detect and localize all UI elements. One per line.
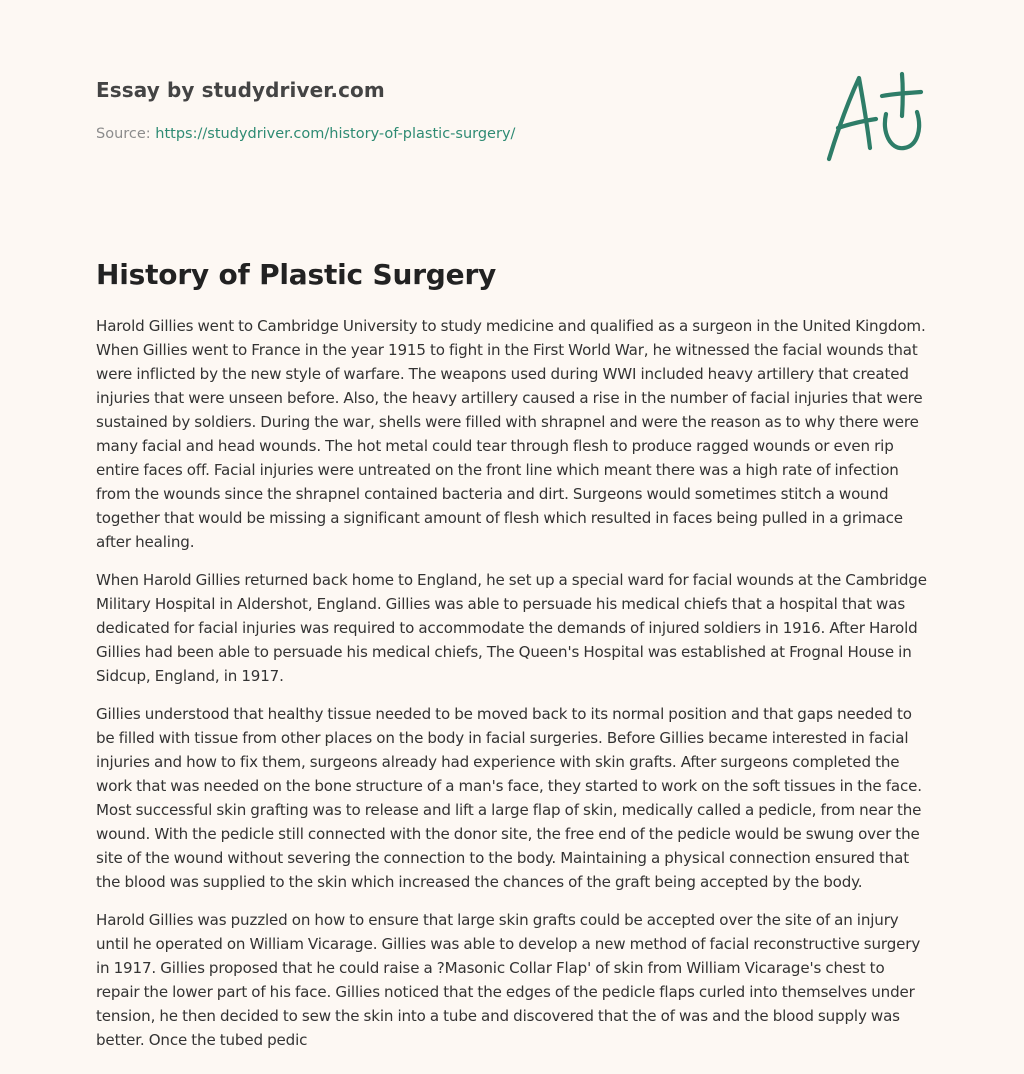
paragraph: Gillies understood that healthy tissue needed to be moved back to its normal position and that gaps needed to be filled with tissue from other places on the body in facial surgeries. Before Gillies became interested in facial injuries and how to fix them, surgeons already had experience with skin grafts. After surgeons completed the work that was needed on the bone structure of a man's face, they started to work on the soft tissues in the face. Most successful skin grafting was to release and lift a large flap of skin, medically called a pedicle, from near the wound. With the pedicle still connected with the donor site, the free end of the pedicle would be swung over the site of the wound without severing the connection to the body. Maintaining a physical connection ensured that the blood was supplied to the skin which increased the chances of the graft being accepted by the body.	[96, 705, 922, 891]
paragraph: Harold Gillies was puzzled on how to ensure that large skin grafts could be accepted over the site of an injury until he operated on William Vicarage. Gillies was able to develop a new method of facial reconstructive surgery in 1917. Gillies proposed that he could raise a ?Masonic Collar Flap' of skin from William Vicarage's chest to repair the lower part of his face. Gillies noticed that the edges of the pedicle flaps curled into themselves under tension, he then decided to sew the skin into a tube and discovered that the of was and the blood supply was better. Once the tubed pedic	[96, 911, 921, 1049]
source-line	[96, 124, 796, 144]
document-title: History of Plastic Surgery	[96, 258, 497, 291]
essay-header	[96, 76, 796, 144]
essay-by-label: Essay by studydriver.com	[96, 78, 385, 102]
source-label: Source:	[96, 126, 151, 142]
a-plus-grade-icon	[820, 66, 930, 166]
paragraph: Harold Gillies went to Cambridge University to study medicine and qualified as a surgeon in the United Kingdom. When Gillies went to France in the year 1915 to fight in the First World War, he witnessed the facial wounds that were inflicted by the new style of warfare. The weapons used during WWI included heavy artillery that created injuries that were unseen before. Also, the heavy artillery caused a rise in the number of facial injuries that were sustained by soldiers. During the war, shells were filled with shrapnel and were the reason as to why there were many facial and head wounds. The hot metal could tear through flesh to produce ragged wounds or even rip entire faces off. Facial injuries were untreated on the front line which meant there was a high rate of infection from the wounds since the shrapnel contained bacteria and dirt. Surgeons would sometimes stitch a wound together that would be missing a significant amount of flesh which resulted in faces being pulled in a grimace after healing.	[96, 317, 926, 551]
source-link[interactable]: https://studydriver.com/history-of-plastic-surgery/	[155, 126, 516, 142]
paragraph: When Harold Gillies returned back home to England, he set up a special ward for facial wounds at the Cambridge Military Hospital in Aldershot, England. Gillies was able to persuade his medical chiefs that a hospital that was dedicated for facial injuries was required to accommodate the demands of injured soldiers in 1916. After Harold Gillies had been able to persuade his medical chiefs, The Queen's Hospital was established at Frognal House in Sidcup, England, in 1917.	[96, 571, 927, 685]
essay-body	[96, 314, 932, 1066]
